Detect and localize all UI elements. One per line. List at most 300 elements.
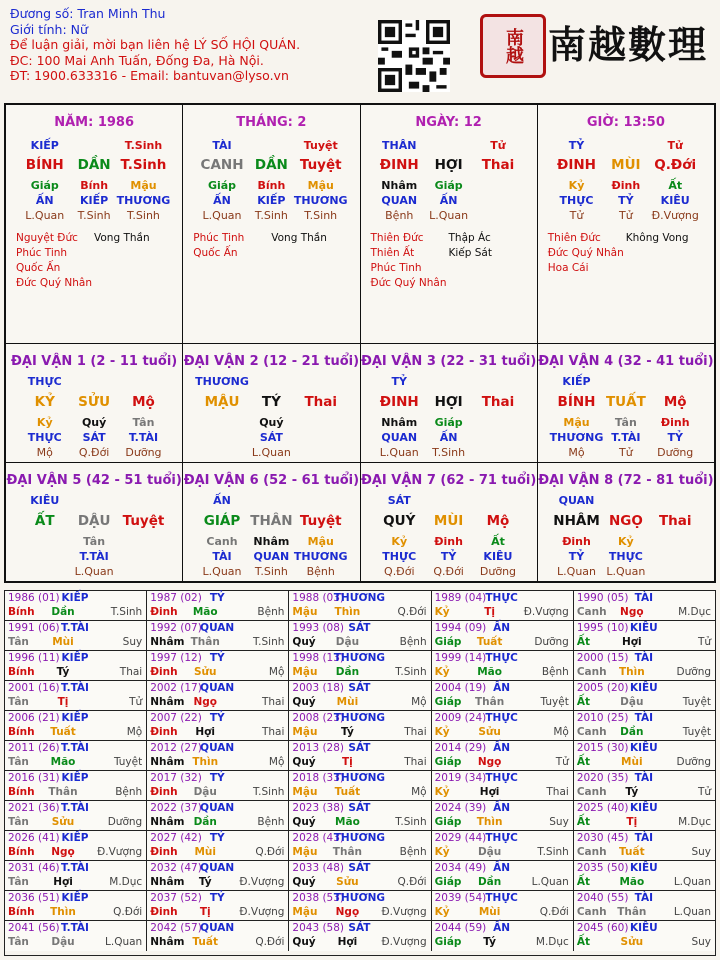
- year-god: KIẾP: [61, 712, 89, 724]
- dai-van-stem-branch-item: MẬU: [204, 394, 240, 410]
- year-row: [5, 891, 715, 921]
- year-branch: Dậu: [51, 936, 75, 948]
- pillar-stem-branch-item: BÍNH: [25, 157, 64, 173]
- year-branch: Thìn: [618, 666, 645, 678]
- dai-van-phases-item: Q.Đới: [384, 565, 415, 578]
- year-god: QUAN: [200, 802, 235, 814]
- year-god: THƯƠNG: [333, 592, 386, 604]
- dai-van-hidden-gods: [361, 431, 537, 446]
- year-god: T.TÀI: [61, 862, 89, 874]
- year-cell: [432, 681, 574, 710]
- year-phase: Q.Đới: [113, 906, 143, 918]
- star-good: Đức Quý Nhân: [547, 247, 624, 259]
- year-god: TỶ: [209, 832, 225, 844]
- dai-van-phases-item: Dưỡng: [125, 446, 162, 459]
- year-god: SÁT: [348, 922, 371, 934]
- year-label: 2023 (38): [292, 802, 345, 814]
- dai-van-hidden-gods-item: T.TÀI: [611, 431, 641, 444]
- dai-van-phases-item: L.Quan: [379, 446, 419, 459]
- dai-van-god-item: QUAN: [558, 494, 595, 507]
- dai-van-god-item: SÁT: [387, 494, 411, 507]
- star-bad: Không Vong: [625, 232, 689, 244]
- year-god: KIẾP: [61, 892, 89, 904]
- dai-van-stem-branch-item: HỢI: [434, 394, 463, 410]
- year-stem: Ất: [576, 936, 590, 948]
- pillar-top-god-item: KIẾP: [30, 139, 59, 152]
- year-god: TỶ: [209, 712, 225, 724]
- year-label: 1991 (06): [8, 622, 60, 634]
- year-cell: [5, 741, 147, 770]
- dai-van-god: [538, 494, 714, 509]
- year-label: 2011 (26): [8, 742, 60, 754]
- year-god: TỶ: [209, 592, 225, 604]
- pillar-hidden-gods-item: QUAN: [381, 194, 418, 207]
- pillar-hidden-stems-item: Giáp: [207, 179, 237, 192]
- owner-name: Đương số: Tran Minh Thu: [10, 6, 166, 21]
- year-stem: Nhâm: [150, 696, 185, 708]
- dai-van-phases-item: Mộ: [568, 446, 585, 459]
- dai-van-phases-item: Tử: [619, 446, 633, 459]
- year-phase: T.Sinh: [395, 666, 427, 678]
- year-branch: Tuất: [334, 786, 361, 798]
- year-stem: Giáp: [434, 696, 462, 708]
- year-god: T.TÀI: [61, 802, 89, 814]
- dai-van-hidden-stems-item: Đinh: [562, 535, 591, 548]
- four-pillars-grid: [4, 103, 716, 583]
- year-cell: [432, 921, 574, 951]
- year-label: 2032 (47): [150, 862, 202, 874]
- year-cell: [147, 891, 289, 920]
- year-phase: Thai: [404, 726, 427, 738]
- dai-van-hidden-stems: [538, 535, 714, 550]
- dai-van-hidden-stems-item: Tân: [83, 535, 106, 548]
- pillar-phases: [538, 209, 714, 224]
- year-stem: Kỷ: [434, 606, 450, 618]
- year-stem: Mậu: [292, 726, 318, 738]
- year-phase: Thai: [261, 726, 285, 738]
- year-god: KIẾP: [61, 592, 89, 604]
- year-branch: Tuất: [476, 636, 503, 648]
- star-good: Quốc Ấn: [16, 262, 61, 274]
- pillar-phases: [183, 209, 359, 224]
- year-stem: Quý: [292, 936, 316, 948]
- dai-van-cell: [6, 344, 183, 462]
- pillar-hidden-gods-item: THƯƠNG: [116, 194, 171, 207]
- year-branch: Thìn: [334, 606, 361, 618]
- year-branch: Dần: [620, 726, 644, 738]
- year-phase: Dưỡng: [676, 756, 712, 768]
- year-god: T.TÀI: [61, 682, 89, 694]
- year-cell: [432, 831, 574, 860]
- dai-van-hidden-gods: [6, 550, 182, 565]
- dai-van-god: [538, 375, 714, 390]
- pillar-top-god: [6, 139, 182, 154]
- year-label: 2030 (45): [576, 832, 629, 844]
- dai-van-row-1: [6, 344, 714, 463]
- pillar-phases-item: Tử: [569, 209, 584, 222]
- dai-van-stem-branch-item: KỶ: [34, 394, 55, 410]
- year-branch: Sửu: [620, 936, 644, 948]
- dai-van-god: [183, 375, 359, 390]
- year-phase: Suy: [691, 936, 712, 948]
- dai-van-stem-branch-item: Mộ: [132, 394, 155, 410]
- year-god: KIÊU: [629, 802, 658, 814]
- contact-note: Để luận giải, mời bạn liên hệ LÝ SỐ HỘI QUÁN.: [10, 37, 301, 52]
- year-god: THƯƠNG: [333, 652, 386, 664]
- star-good: Quốc Ấn: [193, 247, 238, 259]
- dai-van-phases: [6, 446, 182, 461]
- pillar-stem-branch: [538, 157, 714, 177]
- contact-phone-email: ĐT: 1900.633316 - Email: bantuvan@lyso.vn: [10, 68, 289, 83]
- dai-van-cell: [183, 463, 360, 581]
- dai-van-phases-item: Mộ: [36, 446, 53, 459]
- year-stem: Mậu: [292, 846, 318, 858]
- year-phase: Tuyệt: [682, 726, 712, 738]
- dai-van-stem-branch: [6, 394, 182, 414]
- dai-van-hidden-gods-item: ẤN: [439, 431, 458, 444]
- year-label: 1992 (07): [150, 622, 202, 634]
- year-stem: Bính: [8, 846, 35, 858]
- year-phase: Suy: [122, 636, 143, 648]
- year-god: QUAN: [200, 742, 235, 754]
- year-god: SÁT: [348, 682, 371, 694]
- year-label: 1989 (04): [434, 592, 487, 604]
- owner-gender: Giới tính: Nữ: [10, 21, 88, 37]
- year-cell: [432, 591, 574, 620]
- year-god: KIÊU: [629, 862, 658, 874]
- year-branch: Mùi: [52, 636, 74, 648]
- star-bad: Kiếp Sát: [448, 247, 492, 259]
- year-cell: [432, 771, 574, 800]
- year-cell: [147, 921, 289, 951]
- year-label: 2001 (16): [8, 682, 60, 694]
- year-phase: Bệnh: [399, 846, 427, 858]
- year-phase: Mộ: [411, 786, 427, 798]
- year-cell: [5, 591, 147, 620]
- year-stem: Đinh: [150, 666, 178, 678]
- dai-van-god: [361, 375, 537, 390]
- dai-van-stem-branch: [6, 513, 182, 533]
- pillar-phases-item: L.Quan: [202, 209, 242, 222]
- year-cell: [147, 771, 289, 800]
- year-branch: Ngọ: [335, 906, 360, 918]
- dai-van-hidden-gods-item: THƯƠNG: [293, 550, 348, 563]
- year-cell: [574, 681, 715, 710]
- pillar-phases-item: L.Quan: [25, 209, 65, 222]
- year-stem: Giáp: [434, 936, 462, 948]
- year-god: KIẾP: [61, 772, 89, 784]
- pillar-hidden-gods-item: TỶ: [618, 194, 634, 207]
- year-label: 2009 (24): [434, 712, 487, 724]
- pillar-top-god-item: TÀI: [212, 139, 232, 152]
- dai-van-stem-branch-item: ĐINH: [379, 394, 419, 410]
- year-label: 2003 (18): [292, 682, 345, 694]
- year-branch: Mùi: [621, 756, 643, 768]
- year-label: 2025 (40): [576, 802, 629, 814]
- year-branch: Thân: [332, 846, 363, 858]
- year-god: SÁT: [348, 622, 371, 634]
- pillar-cell: [361, 105, 538, 343]
- year-branch: Dậu: [620, 696, 644, 708]
- year-stem: Giáp: [434, 756, 462, 768]
- pillar-hidden-stems-item: Kỷ: [568, 179, 585, 192]
- year-god: QUAN: [200, 862, 235, 874]
- pillar-top-god-item: Tử: [490, 139, 506, 152]
- year-cell: [574, 651, 715, 680]
- year-cell: [432, 711, 574, 740]
- year-cell: [432, 891, 574, 920]
- dai-van-phases-item: Dưỡng: [479, 565, 517, 578]
- year-branch: Mùi: [478, 906, 501, 918]
- year-cell: [147, 741, 289, 770]
- year-branch: Tị: [626, 816, 638, 828]
- pillar-cell: [6, 105, 183, 343]
- year-cell: [5, 621, 147, 650]
- year-stem: Quý: [292, 696, 316, 708]
- pillar-phases-item: Tử: [619, 209, 633, 222]
- year-cell: [289, 591, 431, 620]
- year-phase: Thai: [261, 696, 285, 708]
- year-label: 2033 (48): [292, 862, 345, 874]
- dai-van-stem-branch-item: MÙI: [433, 513, 464, 529]
- pillar-cell: [183, 105, 360, 343]
- year-label: 2041 (56): [8, 922, 60, 934]
- year-label: 2026 (41): [8, 832, 60, 844]
- year-stem: Tân: [8, 876, 29, 888]
- dai-van-god-item: KIẾP: [562, 375, 591, 388]
- year-phase: Q.Đới: [539, 906, 569, 918]
- year-stem: Kỷ: [434, 906, 450, 918]
- year-branch: Mão: [335, 816, 360, 828]
- year-cell: [574, 801, 715, 830]
- year-cell: [147, 831, 289, 860]
- year-label: 2013 (28): [292, 742, 345, 754]
- dai-van-hidden-gods-item: KIÊU: [483, 550, 513, 563]
- year-cell: [289, 831, 431, 860]
- dai-van-cell: [538, 463, 714, 581]
- year-phase: Tuyệt: [682, 696, 712, 708]
- year-god: KIÊU: [629, 742, 658, 754]
- year-phase: M.Dục: [535, 936, 569, 948]
- dai-van-hidden-stems: [361, 535, 537, 550]
- pillar-stem-branch-item: ĐINH: [557, 157, 596, 173]
- dai-van-hidden-gods-item: QUAN: [253, 550, 290, 563]
- year-cell: [5, 801, 147, 830]
- year-phase: Tử: [697, 636, 712, 648]
- year-branch: Mùi: [194, 846, 216, 858]
- year-phase: Bệnh: [541, 666, 569, 678]
- year-cell: [5, 831, 147, 860]
- year-label: 2027 (42): [150, 832, 202, 844]
- pillar-phases: [361, 209, 537, 224]
- year-branch: Hợi: [337, 936, 358, 948]
- dai-van-phases-item: Q.Đới: [433, 565, 464, 578]
- year-branch: Thân: [617, 906, 647, 918]
- year-god: THỰC: [485, 772, 518, 784]
- year-god: THỰC: [485, 592, 518, 604]
- year-row: [5, 741, 715, 771]
- dai-van-cell: [361, 463, 538, 581]
- year-branch: Dậu: [193, 786, 217, 798]
- year-god: TỶ: [209, 892, 225, 904]
- dai-van-hidden-gods-item: THƯƠNG: [549, 431, 604, 444]
- year-cell: [432, 621, 574, 650]
- year-branch: Tý: [625, 786, 639, 798]
- year-label: 1994 (09): [434, 622, 487, 634]
- year-stem: Nhâm: [150, 936, 185, 948]
- star-good: Nguyệt Đức: [16, 232, 78, 244]
- dai-van-hidden-gods-item: TÀI: [212, 550, 232, 563]
- year-branch: Mão: [192, 606, 218, 618]
- year-god: THỰC: [485, 712, 518, 724]
- year-stem: Ất: [576, 696, 590, 708]
- year-stem: Canh: [576, 786, 607, 798]
- dai-van-stem-branch: [538, 513, 714, 533]
- dai-van-hidden-gods-item: SÁT: [82, 431, 106, 444]
- star-good: Phúc Tinh: [370, 262, 422, 274]
- dai-van-hidden-stems: [183, 416, 359, 431]
- year-stem: Ất: [576, 756, 590, 768]
- pillar-phases-item: T.Sinh: [254, 209, 288, 222]
- year-stem: Canh: [576, 666, 607, 678]
- star-bad: Vong Thần: [271, 232, 327, 244]
- year-label: 2039 (54): [434, 892, 487, 904]
- year-label: 2036 (51): [8, 892, 60, 904]
- year-stem: Tân: [8, 936, 29, 948]
- year-phase: M.Dục: [678, 816, 712, 828]
- year-cell: [289, 801, 431, 830]
- qr-code-icon[interactable]: [378, 20, 450, 92]
- year-god: ẤN: [493, 742, 511, 754]
- year-cell: [289, 711, 431, 740]
- dai-van-cell: [183, 344, 360, 462]
- year-cell: [432, 741, 574, 770]
- year-phase: M.Dục: [678, 606, 712, 618]
- year-label: 2028 (43): [292, 832, 345, 844]
- year-god: THỰC: [485, 652, 518, 664]
- year-phase: Thai: [119, 666, 143, 678]
- year-cell: [574, 591, 715, 620]
- dai-van-hidden-stems-item: Ất: [491, 535, 505, 548]
- year-row: [5, 831, 715, 861]
- year-branch: Tý: [56, 666, 70, 678]
- year-god: T.TÀI: [61, 742, 89, 754]
- year-branch: Dần: [335, 666, 360, 678]
- year-cell: [147, 711, 289, 740]
- pillar-stem-branch-item: ĐINH: [379, 157, 419, 173]
- pillar-phases-item: Bệnh: [385, 209, 414, 222]
- star-good: Đức Quý Nhân: [16, 277, 92, 289]
- year-stem: Bính: [8, 726, 35, 738]
- year-god: TỶ: [209, 652, 225, 664]
- year-phase: T.Sinh: [395, 816, 427, 828]
- year-label: 1990 (05): [576, 592, 629, 604]
- pillar-title: GIỜ: 13:50: [586, 115, 665, 130]
- pillar-hidden-stems-item: Giáp: [434, 179, 463, 192]
- year-row: [5, 621, 715, 651]
- year-label: 1988 (03): [292, 592, 345, 604]
- pillar-hidden-stems-item: Mậu: [130, 179, 157, 192]
- year-cell: [5, 681, 147, 710]
- year-branch: Hợi: [195, 726, 216, 738]
- dai-van-stem-branch-item: DẬU: [77, 513, 111, 529]
- star-good: Phúc Tinh: [16, 247, 68, 259]
- year-branch: Mão: [50, 756, 76, 768]
- pillar-hidden-gods-item: KIẾP: [257, 194, 286, 207]
- pillar-stem-branch-item: Q.Đới: [654, 157, 697, 173]
- year-phase: Tử: [555, 756, 569, 768]
- year-god: THỰC: [485, 832, 518, 844]
- year-stem: Đinh: [150, 846, 178, 858]
- pillar-top-god-item: Tử: [667, 139, 683, 152]
- dai-van-hidden-stems-item: Nhâm: [381, 416, 418, 429]
- dai-van-stem-branch-item: NGỌ: [608, 513, 643, 529]
- year-phase: Bệnh: [257, 816, 285, 828]
- dai-van-phases-item: L.Quan: [202, 565, 242, 578]
- dai-van-title: ĐẠI VẬN 2 (12 - 21 tuổi): [183, 354, 360, 369]
- year-cell: [5, 891, 147, 920]
- dai-van-title: ĐẠI VẬN 5 (42 - 51 tuổi): [6, 473, 182, 488]
- year-god: KIÊU: [629, 922, 658, 934]
- year-branch: Tị: [484, 606, 495, 618]
- year-stem: Ất: [576, 876, 590, 888]
- dai-van-hidden-gods: [538, 550, 714, 565]
- dai-van-hidden-gods-item: T.TÀI: [128, 431, 159, 444]
- pillar-top-god-item: Tuyệt: [303, 139, 338, 152]
- year-god: TÀI: [634, 712, 654, 724]
- year-label: 2045 (60): [576, 922, 629, 934]
- pillar-stem-branch-item: CANH: [200, 157, 244, 173]
- year-stem: Giáp: [434, 816, 462, 828]
- dai-van-god-item: KIÊU: [30, 494, 60, 507]
- year-stem: Giáp: [434, 636, 462, 648]
- dai-van-stem-branch-item: BÍNH: [557, 394, 596, 410]
- dai-van-phases: [538, 446, 714, 461]
- year-stem: Mậu: [292, 786, 318, 798]
- year-cell: [574, 891, 715, 920]
- year-god: ẤN: [493, 622, 511, 634]
- pillar-hidden-gods-item: ẤN: [213, 194, 231, 207]
- year-phase: Thai: [546, 786, 569, 798]
- year-label: 2015 (30): [576, 742, 629, 754]
- dai-van-hidden-stems-item: Quý: [81, 416, 107, 429]
- year-branch: Tý: [341, 726, 354, 738]
- year-branch: Thân: [475, 696, 505, 708]
- annual-luck-table: [4, 590, 716, 956]
- dai-van-stem-branch-item: Thai: [658, 513, 692, 529]
- dai-van-stem-branch-item: ẤT: [34, 513, 55, 529]
- year-phase: Dưỡng: [534, 636, 569, 648]
- dai-van-hidden-stems: [6, 535, 182, 550]
- pillar-hidden-stems: [361, 179, 537, 194]
- year-stem: Bính: [8, 906, 35, 918]
- red-seal-stamp: 南越: [480, 14, 546, 78]
- year-god: TỶ: [209, 772, 225, 784]
- dai-van-cell: [361, 344, 538, 462]
- year-stem: Tân: [8, 636, 29, 648]
- pillar-hidden-gods-item: KIẾP: [80, 194, 109, 207]
- year-cell: [5, 771, 147, 800]
- dai-van-god-item: THƯƠNG: [195, 375, 249, 388]
- pillar-hidden-stems: [6, 179, 182, 194]
- year-phase: Mộ: [268, 666, 285, 678]
- year-phase: Bệnh: [399, 636, 427, 648]
- pillar-stem-branch-item: HỢI: [434, 157, 463, 173]
- year-row: [5, 801, 715, 831]
- year-stem: Tân: [8, 696, 29, 708]
- year-cell: [289, 771, 431, 800]
- year-label: 2007 (22): [150, 712, 202, 724]
